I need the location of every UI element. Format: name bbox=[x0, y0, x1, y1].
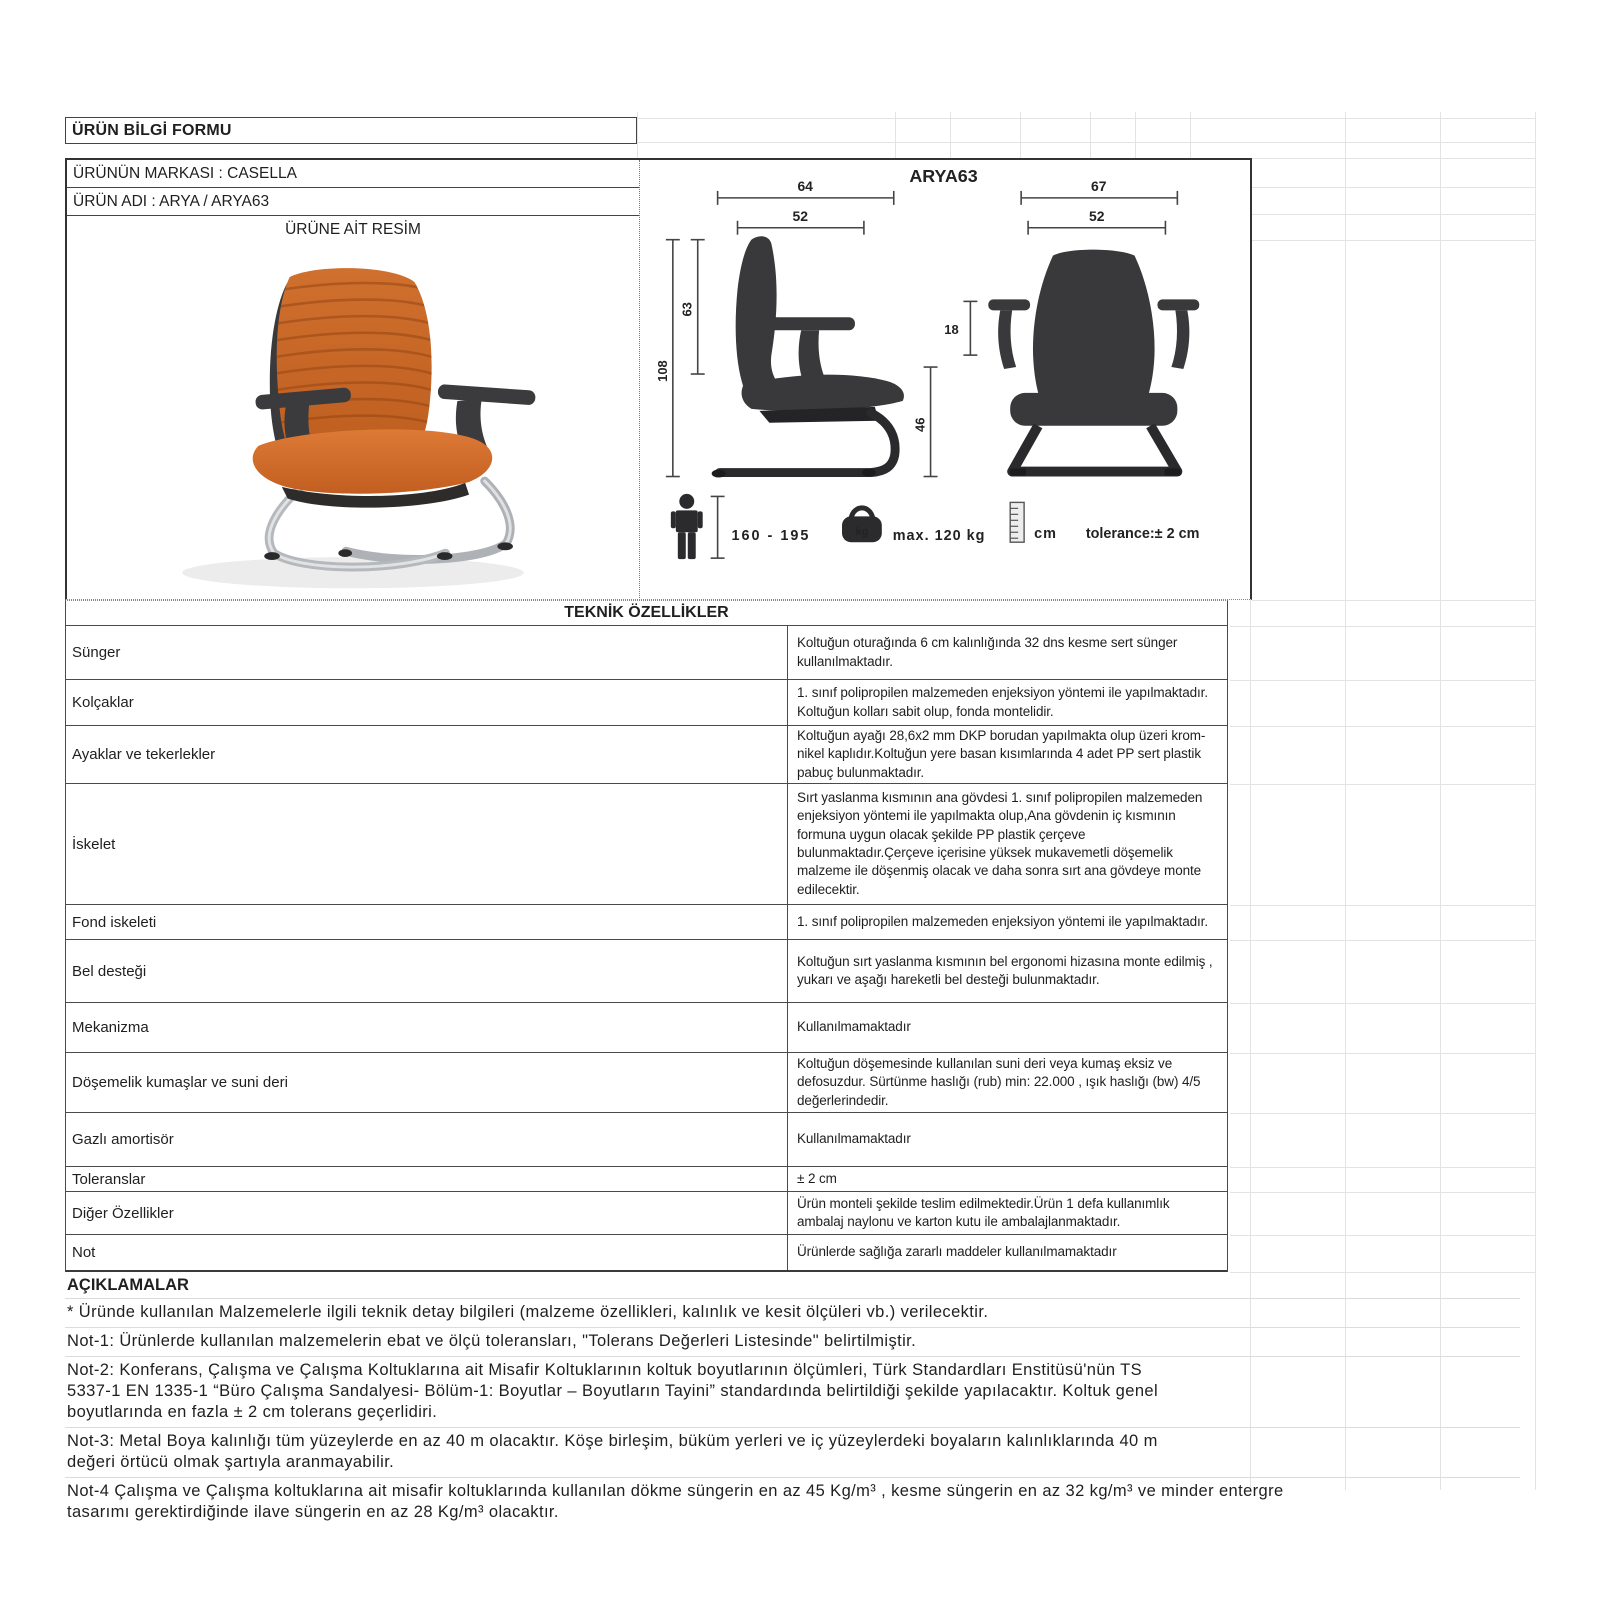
gridline bbox=[1535, 112, 1536, 1490]
note-item bbox=[65, 1328, 1520, 1357]
gridline bbox=[1230, 905, 1535, 906]
table-row bbox=[66, 784, 1227, 905]
table-row bbox=[66, 1113, 1227, 1167]
specs-header: TEKNİK ÖZELLİKLER bbox=[65, 600, 1228, 626]
table-row bbox=[66, 940, 1227, 1003]
ruler-icon bbox=[1010, 502, 1024, 542]
side-view-silhouette bbox=[655, 236, 938, 477]
spec-label: Döşemelik kumaşlar ve suni deri bbox=[66, 1053, 788, 1112]
spec-label: Sünger bbox=[66, 626, 788, 679]
table-row bbox=[66, 1192, 1227, 1235]
spec-label: Kolçaklar bbox=[66, 680, 788, 725]
gridline bbox=[1252, 214, 1535, 215]
floor-shadow bbox=[182, 557, 523, 588]
note-item bbox=[65, 1299, 1520, 1328]
spec-label: Ayaklar ve tekerlekler bbox=[66, 726, 788, 783]
note-item bbox=[65, 1428, 1520, 1478]
dim-back-height: 63 bbox=[679, 302, 695, 317]
spec-value: Koltuğun sırt yaslanma kısmının bel ergonomi hizasına monte edilmiş , yukarı ve aşağı hareketli bel desteği bulunmaktadır. bbox=[797, 953, 1213, 987]
spec-value: Ürünlerde sağlığa zararlı maddeler kullanılmamaktadır bbox=[797, 1244, 1117, 1260]
spec-label: Toleranslar bbox=[66, 1167, 788, 1191]
dim-seat-height: 46 bbox=[912, 417, 928, 432]
product-info-box bbox=[65, 158, 1252, 600]
gridline bbox=[1252, 187, 1535, 188]
note-item bbox=[65, 1357, 1520, 1428]
dimension-drawing bbox=[640, 160, 1252, 598]
gridline bbox=[1230, 1003, 1535, 1004]
gridline bbox=[1230, 1272, 1535, 1273]
spec-label: Not bbox=[66, 1235, 788, 1270]
product-image-caption: ÜRÜNE AİT RESİM bbox=[285, 220, 421, 238]
technical-drawing-panel bbox=[639, 160, 1251, 598]
specs-table bbox=[65, 626, 1228, 1272]
table-row bbox=[66, 1003, 1227, 1053]
gridline bbox=[1230, 1053, 1535, 1054]
note-line: Not-1: Ürünlerde kullanılan malzemelerin ebat ve ölçü toleransları, "Tolerans Değerleri Listesinde" belirtilmiştir. bbox=[67, 1332, 917, 1350]
dim-front-seat-width: 52 bbox=[1089, 207, 1105, 224]
note-line: Not-2: Konferans, Çalışma ve Çalışma Koltuklarına ait Misafir Koltuklarının koltuk boyutlarının ölçümleri, Türk Standardları Enstitüsü'nün TS bbox=[67, 1361, 1143, 1379]
note-line: değeri örtücü olmak şartıyla aranmayabilir. bbox=[67, 1453, 395, 1471]
table-row bbox=[66, 1235, 1227, 1272]
gridline bbox=[1230, 1235, 1535, 1236]
dim-side-seat-width: 52 bbox=[792, 207, 808, 224]
note-line: Not-3: Metal Boya kalınlığı tüm yüzeylerde en az 40 m olacaktır. Köşe birleşim, büküm yerleri ve iç yüzeylerdeki boyaların kalınlıklarında 40 m bbox=[67, 1432, 1158, 1450]
spec-label: İskelet bbox=[66, 784, 788, 904]
spec-value: Koltuğun döşemesinde kullanılan suni deri veya kumaş eksiz ve defosuzdur. Sürtünme haslığı (rub) min: 22.000 , ışık haslığı (bw) 4/5 değerlerindedir. bbox=[797, 1055, 1201, 1108]
unit-label: cm bbox=[1034, 526, 1057, 543]
spec-label: Gazlı amortisör bbox=[66, 1113, 788, 1166]
gridline bbox=[1230, 726, 1535, 727]
tolerance-label: tolerance:± 2 cm bbox=[1085, 526, 1200, 543]
spec-value: Kullanılmamaktadır bbox=[797, 1019, 911, 1035]
chair-photo-illustration bbox=[143, 243, 563, 599]
table-row bbox=[66, 680, 1227, 726]
gridline bbox=[1252, 600, 1535, 601]
note-line: 5337-1 EN 1335-1 “Büro Çalışma Sandalyesi- Bölüm-1: Boyutlar – Boyutların Tayini” standardında belirtildiği şekilde yapılacaktır. Koltuk genel bbox=[67, 1382, 1159, 1400]
person-icon bbox=[671, 494, 703, 559]
product-photo bbox=[67, 243, 639, 599]
person-height-dimension bbox=[711, 496, 725, 558]
note-line: tasarımı gerektirdiğinde ilave süngerin en az 28 Kg/m³ olacaktır. bbox=[67, 1503, 559, 1521]
spec-value: Sırt yaslanma kısmının ana gövdesi 1. sınıf polipropilen malzemeden enjeksiyon yöntemi ile yapılmakta olup,Ana gövdenin iç kısmının formuna uygun olacak şekilde PP plastik çerçeve bulunmaktadır.Çerçeve içerisine yüksek mukavemetli döşemelik malzeme ile döşenmiş olacak ve daha sonra sırt ana gövdeye monte edilecektir. bbox=[797, 789, 1203, 897]
note-line: Not-4 Çalışma ve Çalışma koltuklarına ait misafir koltuklarında kullanılan dökme süngerin en az 45 Kg/m³ , kesme süngerin en az 32 kg/m³ ve minder entergre bbox=[67, 1482, 1284, 1500]
spec-label: Mekanizma bbox=[66, 1003, 788, 1052]
spec-value: 1. sınıf polipropilen malzemeden enjeksiyon yöntemi ile yapılmaktadır. bbox=[797, 913, 1208, 929]
max-weight-label: max. 120 kg bbox=[892, 528, 986, 545]
spec-label: Bel desteği bbox=[66, 940, 788, 1002]
gridline bbox=[1230, 1167, 1535, 1168]
weight-glyph-label: kg bbox=[855, 526, 869, 539]
dim-overall-height: 108 bbox=[654, 360, 670, 382]
dim-armrest-height: 18 bbox=[944, 322, 959, 338]
gridline bbox=[1230, 784, 1535, 785]
explanations-header: AÇIKLAMALAR bbox=[65, 1274, 1520, 1299]
spec-value: ± 2 cm bbox=[797, 1170, 837, 1186]
table-row bbox=[66, 626, 1227, 680]
table-row bbox=[66, 1167, 1227, 1192]
gridline bbox=[637, 142, 1535, 143]
gridline bbox=[1230, 680, 1535, 681]
gridline bbox=[1230, 1113, 1535, 1114]
dim-side-overall-width: 64 bbox=[797, 177, 813, 194]
table-row bbox=[66, 1053, 1227, 1113]
gridline bbox=[1230, 940, 1535, 941]
drawing-model-label: ARYA63 bbox=[909, 165, 978, 186]
spec-label: Fond iskeleti bbox=[66, 905, 788, 939]
product-name-row: ÜRÜN ADI : ARYA / ARYA63 bbox=[67, 188, 639, 216]
spec-label: Diğer Özellikler bbox=[66, 1192, 788, 1234]
spec-value: Koltuğun oturağında 6 cm kalınlığında 32 dns kesme sert sünger kullanılmaktadır. bbox=[797, 635, 1178, 669]
gridline bbox=[1252, 240, 1535, 241]
gridline bbox=[637, 118, 1535, 119]
spec-value: Koltuğun ayağı 28,6x2 mm DKP borudan yapılmakta olup üzeri krom-nikel kaplıdır.Koltuğun yere basan kısımlarında 4 adet PP sert plastik pabuç bulunmaktadır. bbox=[797, 727, 1206, 780]
seat-cushion bbox=[253, 429, 493, 493]
weight-icon bbox=[842, 508, 882, 542]
table-row bbox=[66, 726, 1227, 784]
note-item bbox=[65, 1478, 1520, 1527]
gridline bbox=[1252, 158, 1535, 159]
front-view-silhouette bbox=[944, 250, 1199, 476]
dim-front-overall-width: 67 bbox=[1091, 177, 1107, 194]
note-line: * Üründe kullanılan Malzemelerle ilgili teknik detay bilgileri (malzeme özellikleri, kalınlık ve kesit ölçüleri vb.) verilecektir. bbox=[67, 1303, 989, 1321]
gridline bbox=[1230, 1192, 1535, 1193]
legend-row bbox=[671, 494, 1200, 559]
spec-value: Kullanılmamaktadır bbox=[797, 1131, 911, 1147]
gridline bbox=[1230, 626, 1535, 627]
spec-value: Ürün monteli şekilde teslim edilmektedir.Ürün 1 defa kullanımlık ambalaj naylonu ve karton kutu ile ambalajlanmaktadır. bbox=[797, 1195, 1170, 1229]
table-row bbox=[66, 905, 1227, 940]
spec-value: 1. sınıf polipropilen malzemeden enjeksiyon yöntemi ile yapılmaktadır. Koltuğun kolları sabit olup, fonda montelidir. bbox=[797, 685, 1208, 719]
user-height-label: 160 - 195 bbox=[731, 528, 811, 545]
product-left-column bbox=[67, 160, 639, 599]
explanations-section bbox=[65, 1274, 1520, 1527]
product-brand-row: ÜRÜNÜN MARKASI : CASELLA bbox=[67, 160, 639, 188]
note-line: boyutlarında en fazla ± 2 cm tolerans geçerlidiri. bbox=[67, 1403, 438, 1421]
page-title: ÜRÜN BİLGİ FORMU bbox=[65, 117, 637, 144]
